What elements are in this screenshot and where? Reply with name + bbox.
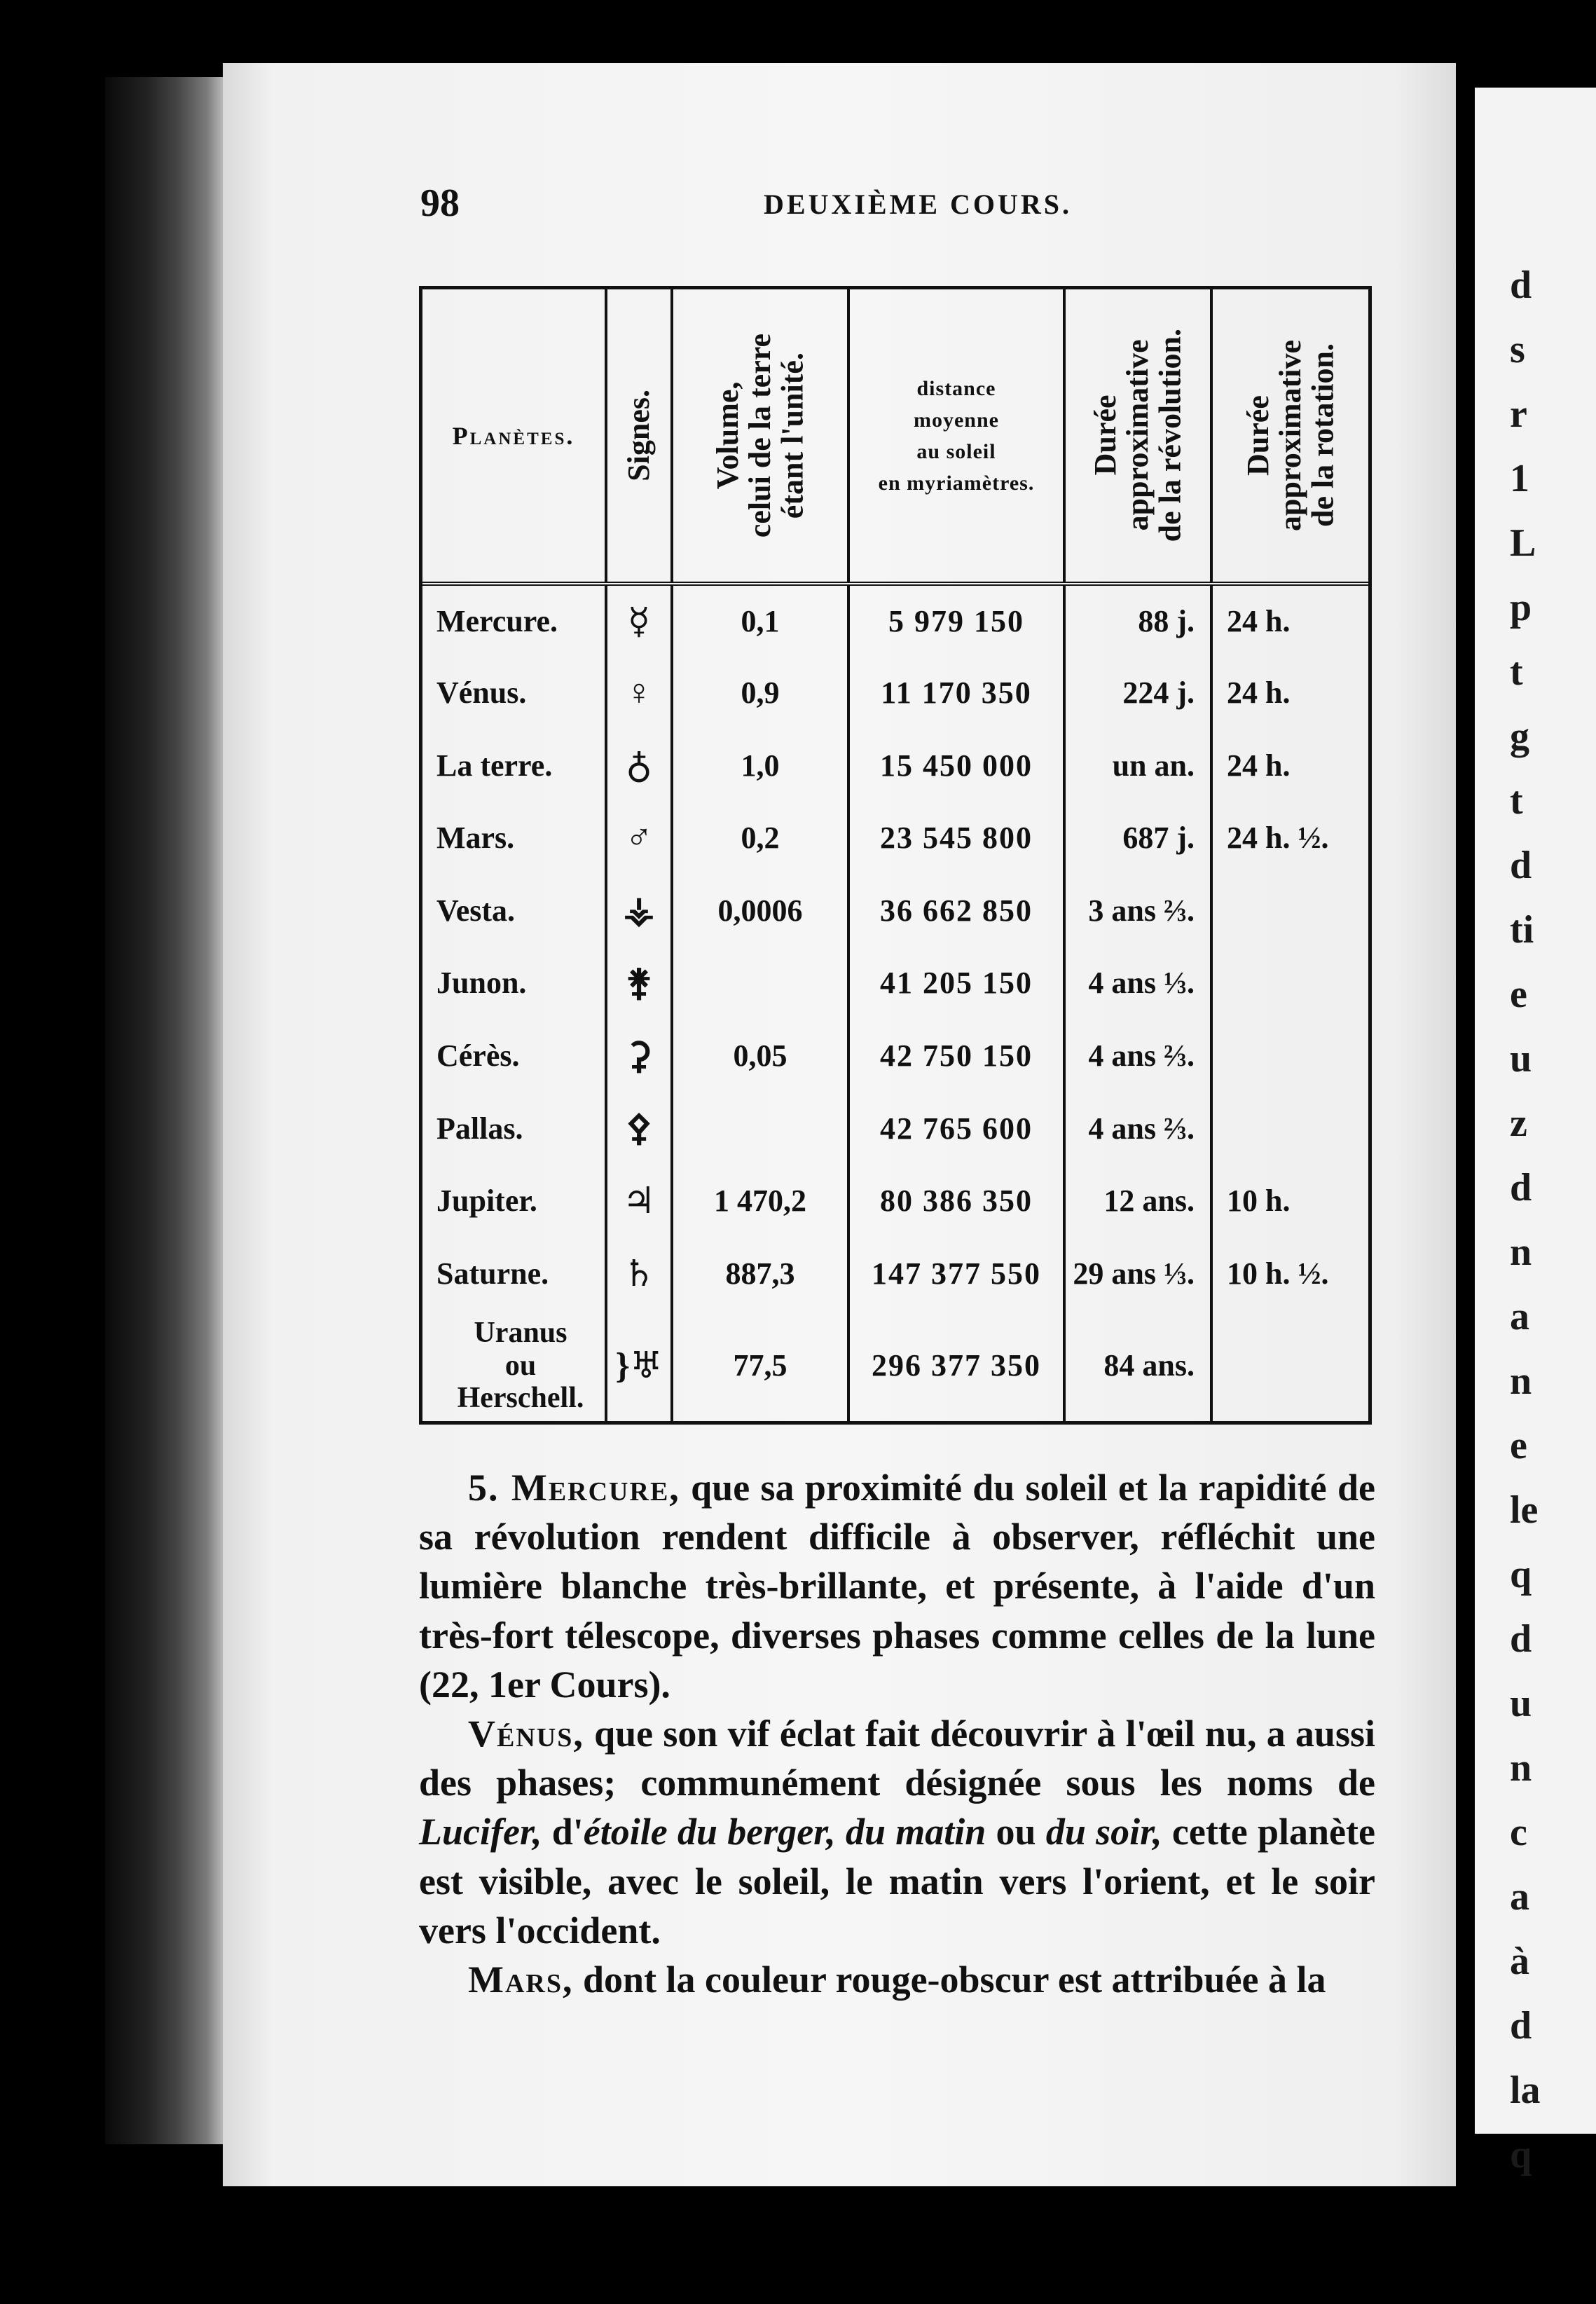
planet-sign: ⚵ — [606, 947, 672, 1020]
adjacent-page-fragment: c — [1510, 1811, 1527, 1854]
planet-revolution: 88 j. — [1064, 584, 1211, 657]
book-spine — [105, 77, 224, 2144]
table-row — [422, 875, 1368, 947]
adjacent-page-fragment: u — [1510, 1037, 1532, 1081]
planet-rotation — [1211, 1092, 1368, 1165]
body-text — [419, 1463, 1375, 2004]
planet-name: Cérès. — [436, 1038, 520, 1074]
planet-name: Vénus. — [436, 675, 527, 710]
planet-distance: 147 377 550 — [848, 1237, 1064, 1310]
adjacent-page-fragment: r — [1510, 392, 1527, 436]
table-header-row — [422, 289, 1368, 584]
planet-revolution: 4 ans ⅔. — [1064, 1020, 1211, 1092]
planet-name: Junon. — [436, 966, 527, 1001]
planet-sign: ♂ — [606, 802, 672, 875]
header-volume: Volume, celui de la terre étant l'unité. — [672, 289, 848, 584]
planet-revolution: 29 ans ⅓. — [1064, 1237, 1211, 1310]
adjacent-page-fragment: n — [1510, 1359, 1532, 1403]
planet-volume: 0,1 — [672, 584, 848, 657]
adjacent-page-fragment: e — [1510, 1424, 1527, 1467]
planet-rotation: 24 h. — [1211, 729, 1368, 802]
adjacent-page-fragment: d — [1510, 844, 1532, 887]
planet-volume: 0,0006 — [672, 875, 848, 947]
adjacent-page-fragment: 1 — [1510, 457, 1529, 500]
planet-rotation — [1211, 1310, 1368, 1421]
planet-distance: 23 545 800 — [848, 802, 1064, 875]
adjacent-page-fragment: ti — [1510, 908, 1534, 952]
adjacent-page-fragment: d — [1510, 1617, 1532, 1661]
planet-revolution: 4 ans ⅓. — [1064, 947, 1211, 1020]
planet-revolution: 4 ans ⅔. — [1064, 1092, 1211, 1165]
planet-volume: 77,5 — [672, 1310, 848, 1421]
header-revolution: Durée approximative de la révolution. — [1064, 289, 1211, 584]
planet-name: Pallas. — [436, 1111, 523, 1146]
header-signs: Signes. — [606, 289, 672, 584]
planet-rotation: 24 h. — [1211, 584, 1368, 657]
planet-name: Mars. — [436, 821, 515, 856]
planet-distance: 80 386 350 — [848, 1165, 1064, 1237]
adjacent-page-fragment: d — [1510, 1166, 1532, 1209]
planet-volume: 1 470,2 — [672, 1165, 848, 1237]
planet-sign: ♄ — [606, 1237, 672, 1310]
planet-name: Uranus ou Herschell. — [457, 1317, 584, 1414]
planet-sign: ☿ — [606, 584, 672, 657]
planet-revolution: 224 j. — [1064, 657, 1211, 729]
planet-name: Jupiter. — [436, 1184, 537, 1219]
planet-sign: ⚳ — [606, 1020, 672, 1092]
table-row — [422, 947, 1368, 1020]
adjacent-page-fragment: la — [1510, 2069, 1541, 2112]
paragraph-mercure: 5. Mercure, que sa proximité du soleil et la rapidité de sa révolution rendent difficile à observer, réfléchit une lumière blanche très-brillante, et présente, à l'aide d'un très-fort télescope, diverses phases comme celles de la lune (22, 1er Cours). — [419, 1467, 1375, 1706]
planet-rotation: 24 h. — [1211, 657, 1368, 729]
planet-revolution: 687 j. — [1064, 802, 1211, 875]
adjacent-page-fragment: n — [1510, 1230, 1532, 1274]
adjacent-page-fragment: L — [1510, 521, 1536, 565]
planet-volume — [672, 947, 848, 1020]
planet-volume: 887,3 — [672, 1237, 848, 1310]
planet-rotation — [1211, 1020, 1368, 1092]
adjacent-page-fragment: n — [1510, 1746, 1532, 1790]
planet-volume: 0,9 — [672, 657, 848, 729]
planet-distance: 15 450 000 — [848, 729, 1064, 802]
planet-volume: 1,0 — [672, 729, 848, 802]
planet-rotation: 24 h. ½. — [1211, 802, 1368, 875]
planet-distance: 296 377 350 — [848, 1310, 1064, 1421]
header-planets: Planètes. — [422, 289, 606, 584]
planet-sign: ♃ — [606, 1165, 672, 1237]
adjacent-page-fragment: t — [1510, 779, 1523, 823]
planet-volume — [672, 1092, 848, 1165]
planet-sign: ♀ — [606, 657, 672, 729]
adjacent-page-fragment: q — [1510, 2133, 1532, 2176]
adjacent-page-fragment: le — [1510, 1488, 1539, 1532]
planet-distance: 5 979 150 — [848, 584, 1064, 657]
adjacent-page-fragment: d — [1510, 2004, 1532, 2048]
adjacent-page-fragment: z — [1510, 1102, 1527, 1145]
adjacent-page-edge — [1475, 88, 1596, 2176]
header-distance: distance moyenne au soleil en myriamètres. — [848, 289, 1064, 584]
table-row — [422, 1092, 1368, 1165]
planet-rotation — [1211, 875, 1368, 947]
adjacent-page-fragment: p — [1510, 586, 1532, 629]
table-row — [422, 1237, 1368, 1310]
adjacent-page-fragment: g — [1510, 715, 1529, 758]
planet-revolution: 3 ans ⅔. — [1064, 875, 1211, 947]
planet-name: Mercure. — [436, 603, 558, 638]
planet-distance: 42 765 600 — [848, 1092, 1064, 1165]
table-row — [422, 1020, 1368, 1092]
table-row — [422, 657, 1368, 729]
adjacent-page-fragment: u — [1510, 1682, 1532, 1725]
planet-revolution: 12 ans. — [1064, 1165, 1211, 1237]
adjacent-page-fragment: s — [1510, 328, 1525, 371]
table-row — [422, 584, 1368, 657]
header-rotation: Durée approximative de la rotation. — [1211, 289, 1368, 584]
adjacent-page-fragment: a — [1510, 1295, 1529, 1338]
table-row — [422, 729, 1368, 802]
adjacent-page-fragment: a — [1510, 1875, 1529, 1919]
planet-volume: 0,2 — [672, 802, 848, 875]
table-row — [422, 1310, 1368, 1421]
planet-sign: ⚴ — [606, 1092, 672, 1165]
adjacent-page-fragment: à — [1510, 1940, 1529, 1983]
planet-revolution: un an. — [1064, 729, 1211, 802]
planet-name: Vesta. — [436, 893, 516, 928]
adjacent-page-fragment: t — [1510, 650, 1523, 694]
planet-table — [419, 286, 1372, 1425]
page-header — [420, 181, 1345, 230]
planet-sign: ♁ — [606, 729, 672, 802]
planet-name: La terre. — [436, 748, 553, 783]
paragraph-venus: Vénus, que son vif éclat fait découvrir à l'œil nu, a aussi des phases; communément désignée sous les noms de Lucifer, d'étoile du berger, du matin ou du soir, cette planète est visible, avec le soleil, le matin vers l'orient, et le soir vers l'occident. — [419, 1712, 1375, 1952]
planet-sign: }♅ — [606, 1310, 672, 1421]
planet-distance: 11 170 350 — [848, 657, 1064, 729]
planet-distance: 41 205 150 — [848, 947, 1064, 1020]
planet-distance: 36 662 850 — [848, 875, 1064, 947]
planet-rotation — [1211, 947, 1368, 1020]
adjacent-page-fragment: q — [1510, 1553, 1532, 1596]
paragraph-mars: Mars, dont la couleur rouge-obscur est attribuée à la — [468, 1958, 1326, 2001]
planet-distance: 42 750 150 — [848, 1020, 1064, 1092]
planet-volume: 0,05 — [672, 1020, 848, 1092]
table-row — [422, 802, 1368, 875]
adjacent-page-fragment: e — [1510, 973, 1527, 1016]
planet-name: Saturne. — [436, 1256, 549, 1291]
planet-rotation: 10 h. ½. — [1211, 1237, 1368, 1310]
running-title: DEUXIÈME COURS. — [764, 188, 1073, 220]
planet-rotation: 10 h. — [1211, 1165, 1368, 1237]
table-row — [422, 1165, 1368, 1237]
adjacent-page-fragment: d — [1510, 263, 1532, 307]
planet-revolution: 84 ans. — [1064, 1310, 1211, 1421]
page-number: 98 — [420, 181, 460, 225]
planet-sign: ⚶ — [606, 875, 672, 947]
scan-border — [0, 2186, 1596, 2304]
